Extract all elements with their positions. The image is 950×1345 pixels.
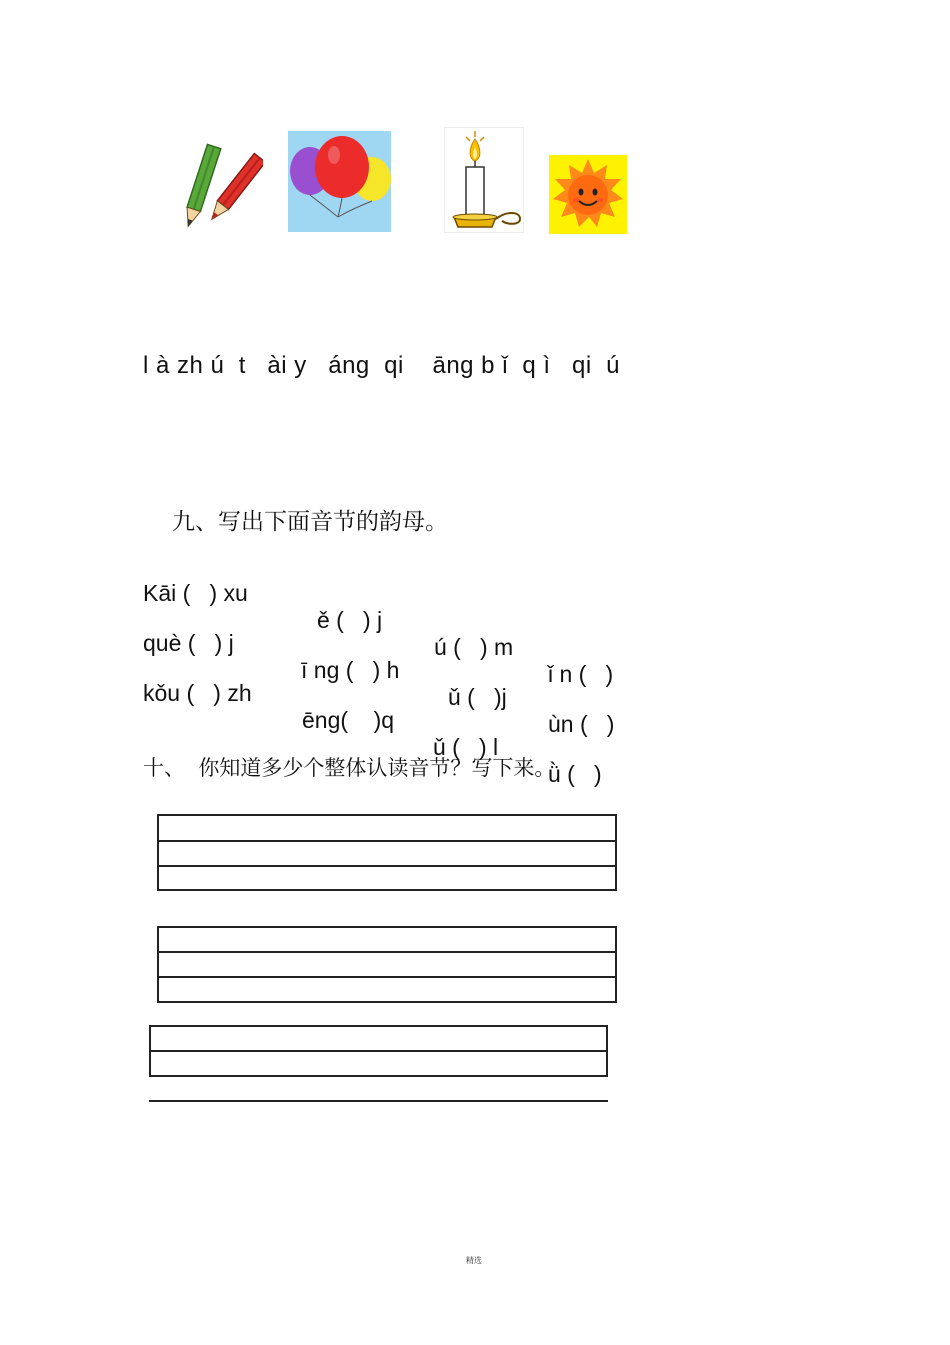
question-item: què ( ) j bbox=[143, 630, 234, 656]
writing-rule bbox=[159, 865, 615, 867]
writing-lines-box[interactable] bbox=[157, 814, 617, 891]
question-item: ú ( ) m bbox=[434, 634, 514, 660]
question-item: ùn ( ) bbox=[548, 711, 615, 737]
question-item: ǐ n ( ) bbox=[548, 661, 614, 687]
question-item: Kāi ( ) xu bbox=[143, 580, 248, 606]
footer-label: 精选 bbox=[466, 1256, 482, 1265]
pencils-picture bbox=[183, 139, 263, 232]
writing-rule bbox=[159, 976, 615, 978]
sun-icon bbox=[549, 155, 627, 234]
section10-title: 十、 你知道多少个整体认读音节？写下来。 bbox=[143, 756, 556, 780]
balloons-icon bbox=[288, 131, 391, 232]
section9-title: 九、写出下面音节的韵母。 bbox=[172, 509, 448, 535]
writing-lines-box[interactable] bbox=[157, 926, 617, 1003]
writing-rule bbox=[151, 1050, 606, 1052]
pencils-icon bbox=[183, 139, 263, 232]
candle-icon bbox=[444, 127, 524, 233]
candle-picture bbox=[444, 127, 524, 233]
writing-rule bbox=[159, 840, 615, 842]
question-item: ī ng ( ) h bbox=[301, 657, 400, 683]
question-item: ēng( )q bbox=[302, 707, 395, 733]
balloons-picture bbox=[288, 131, 391, 232]
writing-lines-box[interactable] bbox=[149, 1025, 608, 1077]
writing-rule[interactable] bbox=[149, 1100, 608, 1102]
pinyin-line: l à zh ú t ài y áng qi āng b ǐ q ì qi ú bbox=[143, 352, 620, 379]
sun-picture bbox=[549, 155, 627, 234]
question-item: ǔ ( )j bbox=[448, 684, 507, 710]
question-item: ǔ ( ) l bbox=[433, 734, 499, 760]
writing-rule bbox=[159, 951, 615, 953]
question-item: ě ( ) j bbox=[317, 607, 383, 633]
question-item: kǒu ( ) zh bbox=[143, 680, 252, 706]
question-item: ǜ ( ) bbox=[548, 761, 602, 787]
